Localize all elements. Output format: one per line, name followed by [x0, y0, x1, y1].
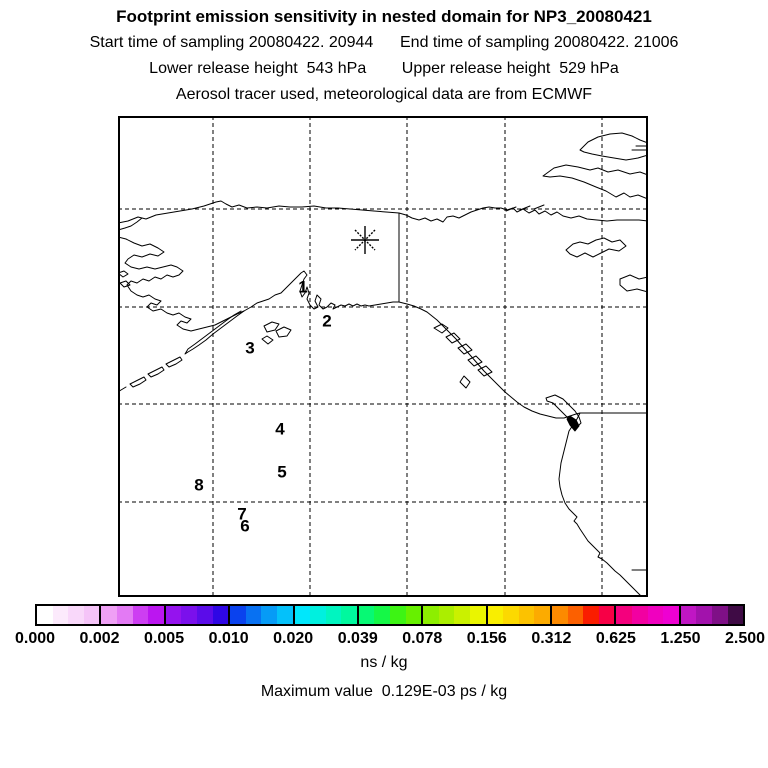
- banks-island: [580, 133, 648, 160]
- colorbar-cell: [583, 606, 599, 624]
- colorbar-cell: [310, 606, 326, 624]
- colorbar-cell: [133, 606, 149, 624]
- colorbar-cell: [37, 606, 53, 624]
- colorbar-cell: [261, 606, 277, 624]
- colorbar-cell: [728, 606, 744, 624]
- release-heights-line: Lower release height 543 hPa Upper release height 529 hPa: [149, 60, 619, 77]
- colorbar-cell: [117, 606, 133, 624]
- colorbar-cell: [68, 606, 84, 624]
- colorbar-cell: [421, 606, 439, 624]
- maximum-value-text: Maximum value 0.129E-03 ps / kg: [260, 683, 508, 700]
- colorbar-cell: [519, 606, 535, 624]
- receptor-label-6: 6: [240, 516, 250, 536]
- colorbar-cell: [550, 606, 568, 624]
- map-border: [119, 117, 647, 596]
- colorbar-cell: [406, 606, 422, 624]
- colorbar-tick-label: 0.625: [595, 630, 636, 647]
- coastline-arctic-north: [118, 201, 648, 223]
- coastline-yakutat: [399, 302, 442, 325]
- plot-title: Footprint emission sensitivity in nested domain for NP3_20080421: [116, 7, 652, 26]
- latlon-grid: [118, 116, 648, 597]
- colorbar-cell: [534, 606, 550, 624]
- colorbar-cell: [486, 606, 504, 624]
- aleutian-islands: [118, 357, 182, 392]
- receptor-label-2: 2: [322, 311, 332, 331]
- colorbar-cell: [632, 606, 648, 624]
- great-bear-lake: [566, 238, 626, 257]
- colorbar-cell: [164, 606, 182, 624]
- colorbar-cell: [53, 606, 69, 624]
- colorbar-cell: [712, 606, 728, 624]
- coastline-gulf-alaska: [244, 271, 399, 311]
- map-panel: [118, 116, 648, 597]
- colorbar-ticks: [14, 630, 766, 650]
- sampling-times-line: Start time of sampling 20080422. 20944 End time of sampling 20080422. 21006: [89, 34, 679, 51]
- colorbar-cell: [390, 606, 406, 624]
- colorbar-cell: [213, 606, 229, 624]
- victoria-island: [543, 165, 648, 199]
- map-canvas: [118, 116, 648, 597]
- colorbar-tick-label: 0.005: [144, 630, 185, 647]
- colorbar-cell: [326, 606, 342, 624]
- colorbar-cell: [148, 606, 164, 624]
- receptor-label-5: 5: [277, 462, 287, 482]
- great-slave-lake: [620, 275, 648, 292]
- colorbar-cell: [648, 606, 664, 624]
- colorbar-cell: [84, 606, 100, 624]
- receptor-label-7: 7: [237, 504, 247, 524]
- colorbar-tick-label: 0.010: [208, 630, 249, 647]
- colorbar-tick-label: 0.078: [402, 630, 443, 647]
- colorbar-tick-label: 1.250: [660, 630, 701, 647]
- colorbar: [35, 604, 745, 626]
- colorbar-cell: [99, 606, 117, 624]
- colorbar-tick-label: 0.039: [337, 630, 378, 647]
- colorbar-cell: [181, 606, 197, 624]
- colorbar-cell: [277, 606, 293, 624]
- colorbar-cell: [228, 606, 246, 624]
- colorbar-cell: [696, 606, 712, 624]
- coastline-us-west: [559, 413, 642, 597]
- colorbar-cell: [679, 606, 697, 624]
- colorbar-cell: [246, 606, 262, 624]
- receptor-label-1: 1: [298, 277, 308, 297]
- colorbar-cell: [357, 606, 375, 624]
- colorbar-cell: [503, 606, 519, 624]
- colorbar-tick-label: 0.002: [79, 630, 120, 647]
- colorbar-cell: [663, 606, 679, 624]
- colorbar-cell: [341, 606, 357, 624]
- colorbar-cell: [374, 606, 390, 624]
- colorbar-tick-label: 0.020: [273, 630, 314, 647]
- colorbar-cell: [614, 606, 632, 624]
- colorbar-tick-label: 2.500: [724, 630, 766, 647]
- colorbar-cell: [293, 606, 311, 624]
- colorbar-tick-label: 0.000: [14, 630, 56, 647]
- colorbar-cell: [599, 606, 615, 624]
- colorbar-tick-label: 0.312: [531, 630, 572, 647]
- receptor-label-8: 8: [194, 475, 204, 495]
- colorbar-cell: [197, 606, 213, 624]
- colorbar-cell: [568, 606, 584, 624]
- tracer-info-line: Aerosol tracer used, meteorological data are from ECMWF: [175, 86, 593, 103]
- colorbar-tick-label: 0.156: [466, 630, 507, 647]
- receptor-label-3: 3: [245, 338, 255, 358]
- coastline-alaska-peninsula: [185, 311, 244, 354]
- receptor-label-4: 4: [275, 419, 285, 439]
- colorbar-cell: [470, 606, 486, 624]
- alexander-archipelago: [434, 324, 492, 388]
- coastline-west-alaska: [118, 237, 244, 331]
- colorbar-cell: [439, 606, 455, 624]
- kodiak-islands: [262, 322, 291, 344]
- colorbar-units: ns / kg: [360, 654, 408, 671]
- colorbar-cell: [454, 606, 470, 624]
